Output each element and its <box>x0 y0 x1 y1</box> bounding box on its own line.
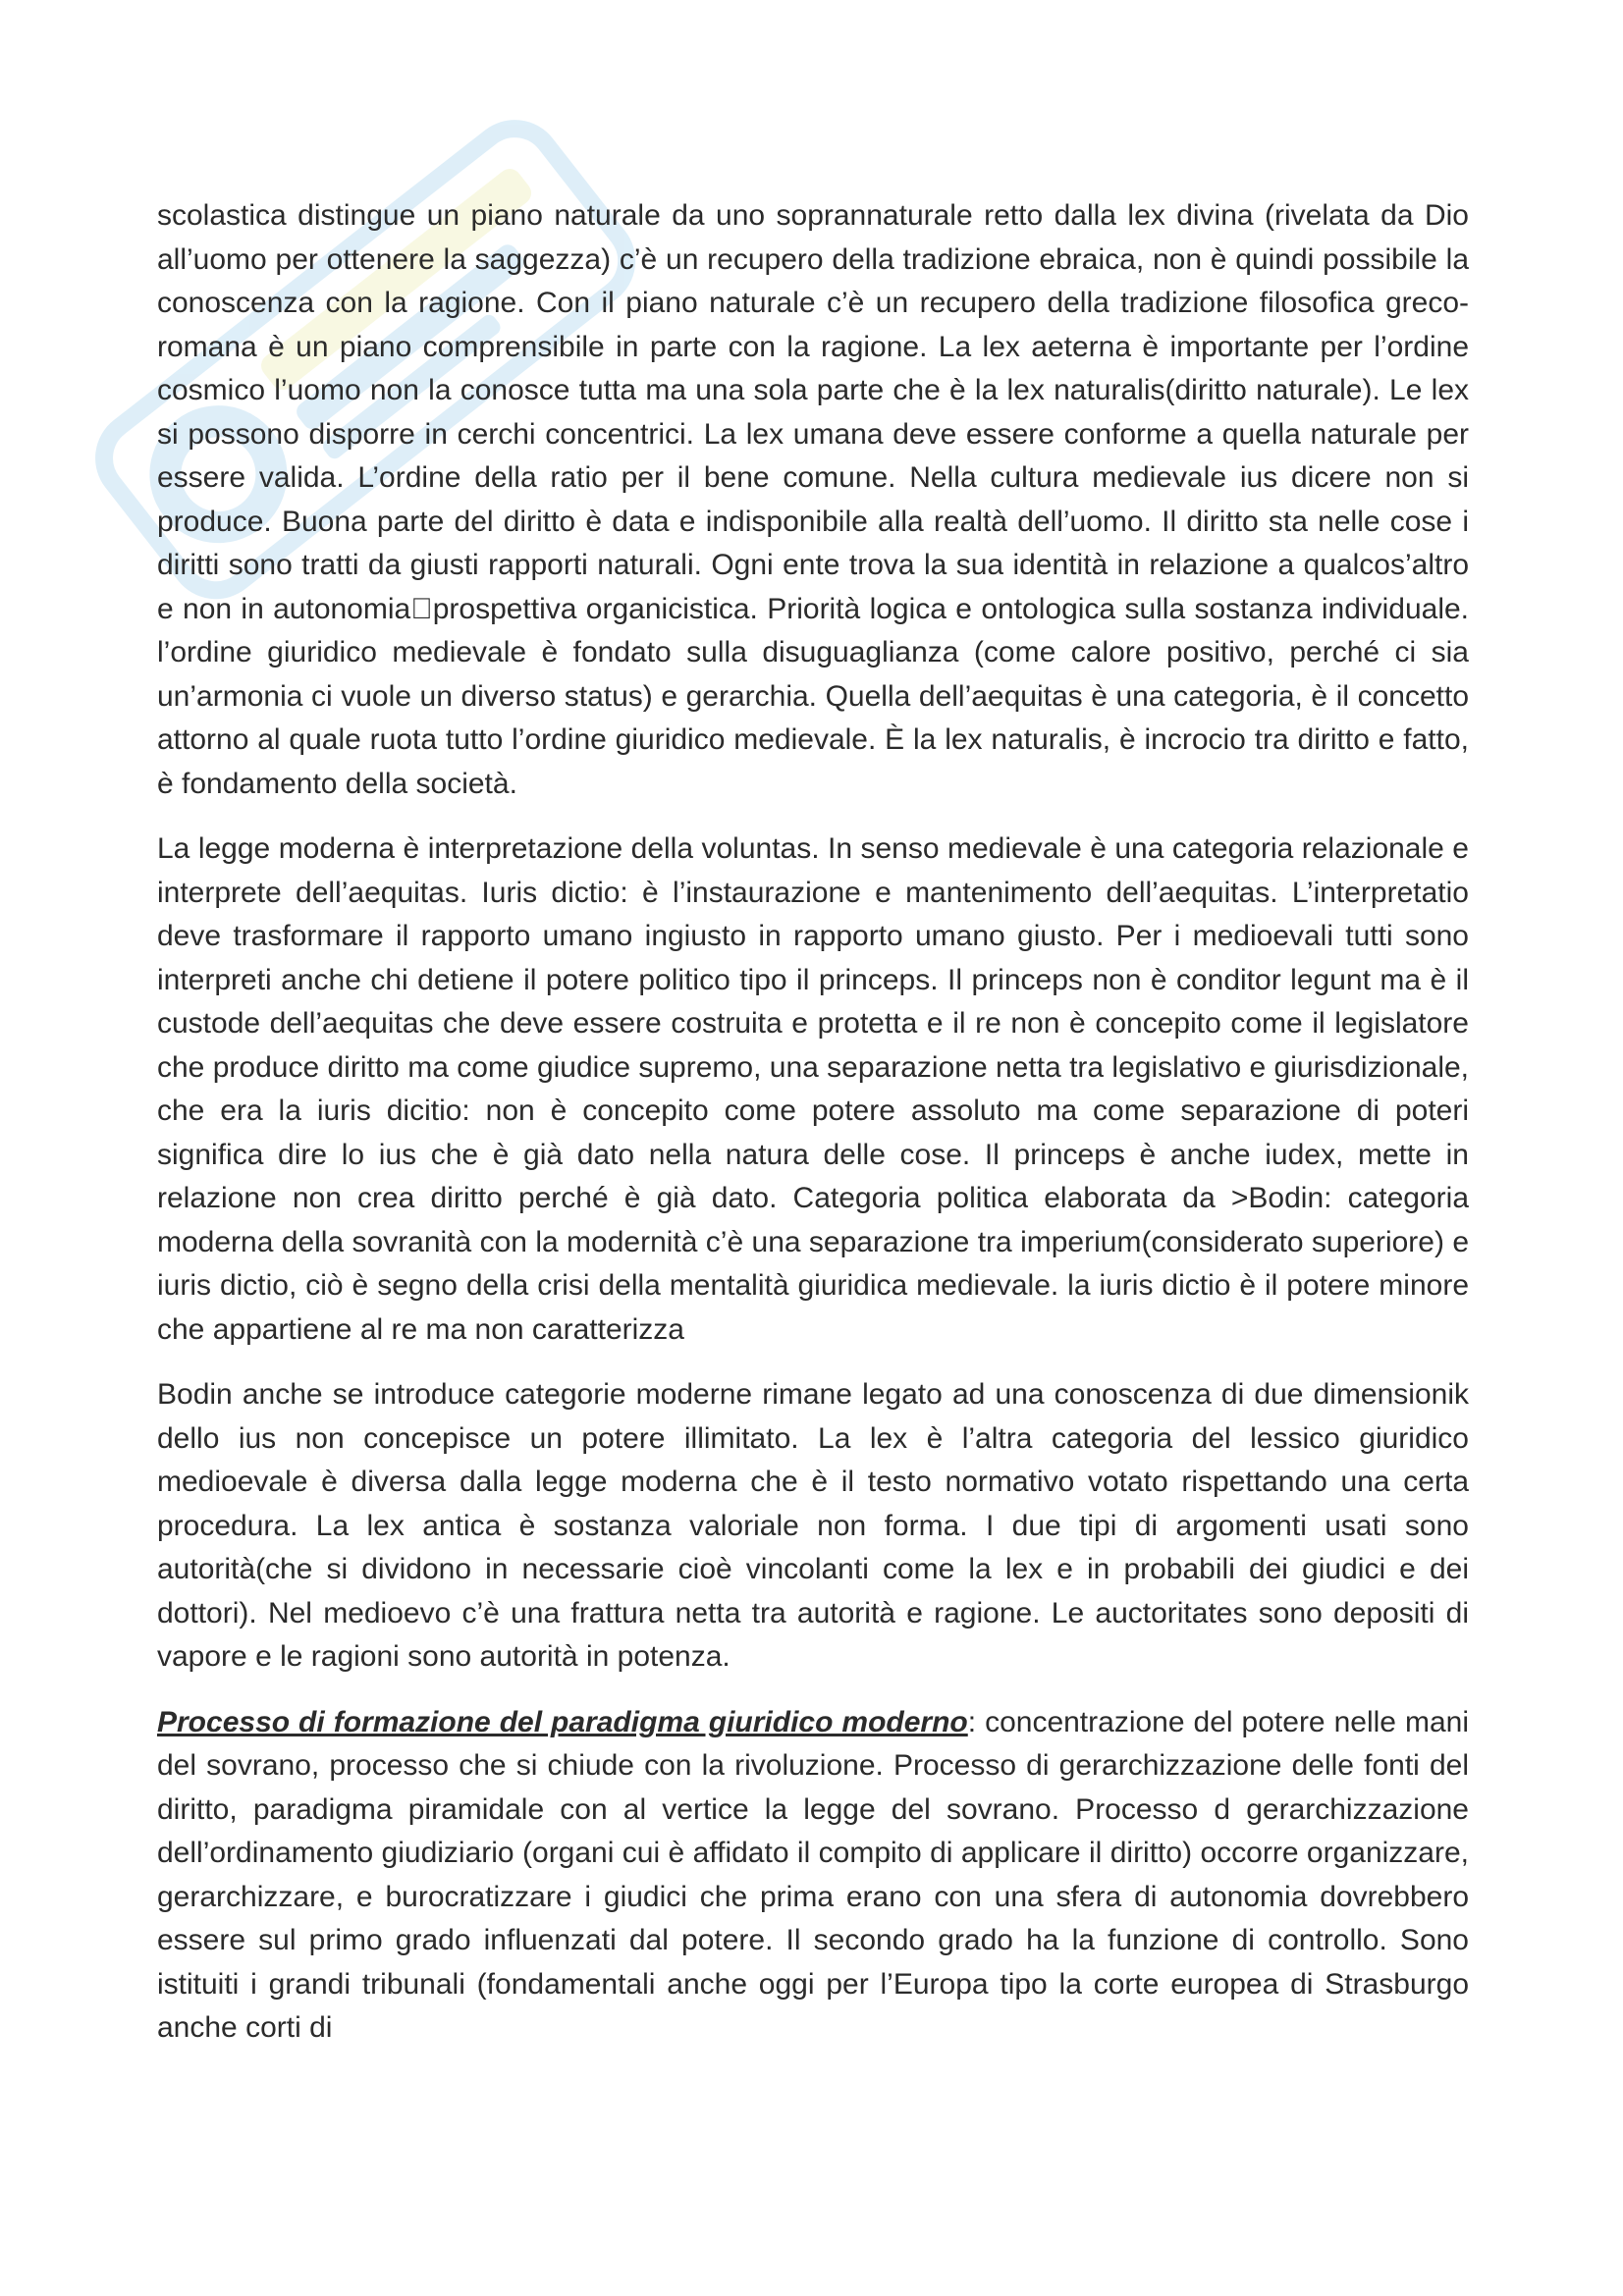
paragraph-2: La legge moderna è interpretazione della voluntas. In senso medievale è una categoria relazionale e interprete dell’aequitas. Iuris dictio: è l’instaurazione e mantenimento dell’aequitas. L’interpretatio deve trasformare il rapporto umano ingiusto in rapporto umano giusto. Per i medioevali tutti sono interpreti anche chi detiene il potere politico tipo il princeps. Il princeps non è conditor legunt ma è il custode dell’aequitas che deve essere costruita e protetta e il re non è concepito come il legislatore che produce diritto ma come giudice supremo, una separazione netta tra legislativo e giurisdizionale, che era la iuris dicitio: non è concepito come potere assoluto ma come separazione di poteri significa dire lo ius che è già dato nella natura delle cose. Il princeps è anche iudex, mette in relazione non crea diritto perché è già dato. Categoria politica elaborata da >Bodin: categoria moderna della sovranità con la modernità c’è una separazione tra imperium(considerato superiore) e iuris dictio, ciò è segno della crisi della mentalità giuridica medievale. la iuris dictio è il potere minore che appartiene al re ma non caratterizza <box>157 832 1469 1346</box>
document-text <box>157 194 1469 2072</box>
paragraph-3: Bodin anche se introduce categorie moderne rimane legato ad una conoscenza di due dimensionik dello ius non concepisce un potere illimitato. La lex è l’altra categoria del lessico giuridico medioevale è diversa dalla legge moderna che è il testo normativo votato rispettando una certa procedura. La lex antica è sostanza valoriale non forma. I due tipi di argomenti usati sono autorità(che si dividono in necessarie cioè vincolanti come la lex e in probabili dei giudici e dei dottori). Nel medioevo c’è una frattura netta tra autorità e ragione. Le auctoritates sono depositi di vapore e le ragioni sono autorità in potenza. <box>157 1378 1469 1673</box>
paragraph-4-body: : concentrazione del potere nelle mani del sovrano, processo che si chiude con la rivoluzione. Processo di gerarchizzazione delle fonti del diritto, paradigma piramidale con al vertice la legge del sovrano. Processo d gerarchizzazione dell’ordinamento giudiziario (organi cui è affidato il compito di applicare il diritto) occorre organizzare, gerarchizzare, e burocratizzare i giudici che prima erano con una sfera di autonomia dovrebbero essere sul primo grado influenzati dal potere. Il secondo grado ha la funzione di controllo. Sono istituiti i grandi tribunali (fondamentali anche oggi per l’Europa tipo la corte europea di Strasburgo anche corti di <box>157 1705 1469 2044</box>
paragraph-1: scolastica distingue un piano naturale da uno soprannaturale retto dalla lex divina (rivelata da Dio all’uomo per ottenere la saggezza) c’è un recupero della tradizione ebraica, non è quindi possibile la conoscenza con la ragione. Con il piano naturale c’è un recupero della tradizione filosofica greco-romana è un piano comprensibile in parte con la ragione. La lex aeterna è importante per l’ordine cosmico l’uomo non la conosce tutta ma una sola parte che è la lex naturalis(diritto naturale). Le lex si possono disporre in cerchi concentrici. La lex umana deve essere conforme a quella naturale per essere valida. L’ordine della ratio per il bene comune. Nella cultura medievale ius dicere non si produce. Buona parte del diritto è data e indisponibile alla realtà dell’uomo. Il diritto sta nelle cose i diritti sono tratti da giusti rapporti naturali. Ogni ente trova la sua identità in relazione a qualcos’altro e non in autonomia prospettiva organicistica. Priorità logica e ontologica sulla sostanza individuale. l’ordine giuridico medievale è fondato sulla disuguaglianza (come calore positivo, perché ci sia un’armonia ci vuole un diverso status) e gerarchia. Quella dell’aequitas è una categoria, è il concetto attorno al quale ruota tutto l’ordine giuridico medievale. È la lex naturalis, è incrocio tra diritto e fatto, è fondamento della società. <box>157 199 1469 800</box>
paragraph-4 <box>157 1701 1469 2051</box>
section-heading: Processo di formazione del paradigma giuridico moderno <box>157 1705 968 1738</box>
